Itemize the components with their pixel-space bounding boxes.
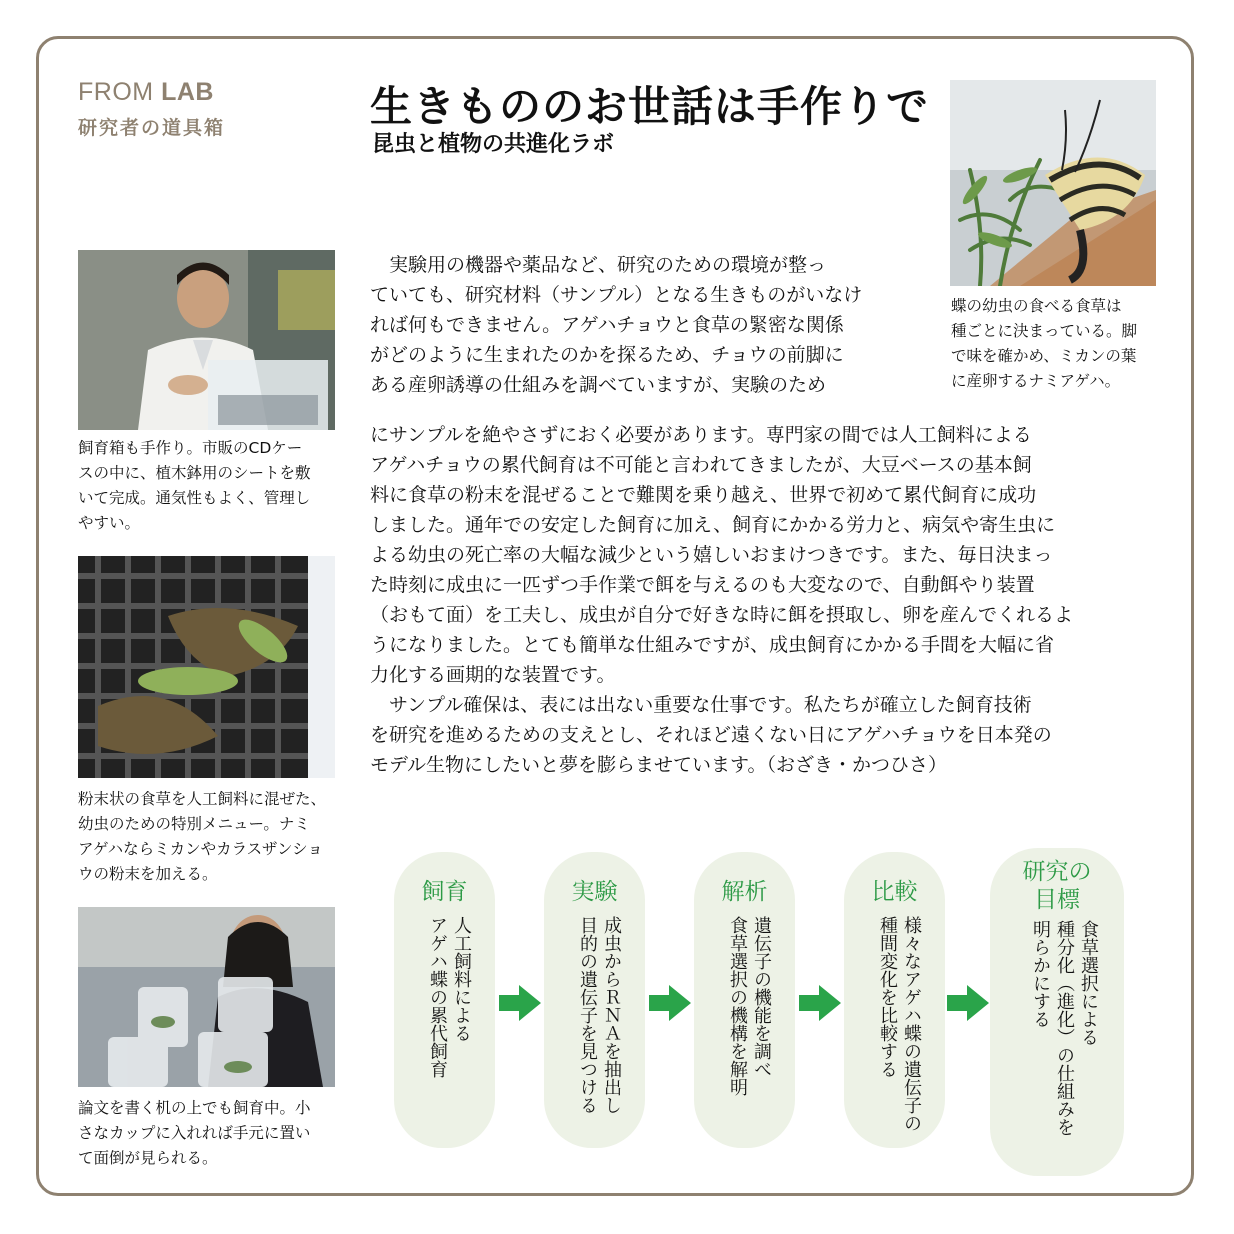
butterfly-photo <box>950 80 1156 286</box>
flow-step-2 <box>544 852 645 1148</box>
desk-photo <box>78 907 335 1087</box>
flow-goal-body: 食草選択による 種分化（進化）の仕組みを 明らかにする <box>1030 920 1099 1136</box>
flow-step-body: 人工飼料による アゲハ蝶の累代飼育 <box>427 916 472 1078</box>
article-paragraph-main: にサンプルを絶やさずにおく必要があります。専門家の間では人工飼料による アゲハチョウの累代飼育は不可能と言われてきましたが、大豆ベースの基本飼 料に食草の粉末を混ぜることで難関を乗り越え、世界で初めて累代飼育に成功 しました。通年での安定した飼育に加え、飼育にかかる労力と、病気や寄生虫に よる幼虫の死亡率の大幅な減少という嬉しいおまけつきです。また、毎日決まっ た時刻に成虫に一匹ずつ手作業で餌を与えるのも大変なので、自動餌やり装置 （おもて面）を工夫し、成虫が自分で好きな時に餌を摂取し、卵を産んでくれるよ うになりました。とても簡単な仕組みですが、成虫飼育にかかる手間を大幅に省 力化する画期的な装置です。 サンプル確保は、表には出ない重要な仕事です。私たちが確立した飼育技術 を研究を進めるための支えとし、それほど遠くない日にアゲハチョウを日本発の モデル生物にしたいと夢を膨らませています。（おざき・かつひさ） <box>370 424 1074 776</box>
flow-step-title: 実験 <box>571 879 618 905</box>
flow-step-body: 成虫からＲＮＡを抽出し 目的の遺伝子を見つける <box>577 916 622 1114</box>
flow-step-title: 比較 <box>871 879 918 905</box>
arrow-right-icon <box>499 985 541 1021</box>
article-paragraph-intro: 実験用の機器や薬品など、研究のための環境が整っ ていても、研究材料（サンプル）となる生きものがいなけ れば何もできません。アゲハチョウと食草の緊密な関係 がどのように生まれたのかを探るため、チョウの前脚に ある産卵誘導の仕組みを調べていますが、実験のため <box>370 254 863 396</box>
flow-step-title: 解析 <box>721 879 768 905</box>
flow-step-4 <box>844 852 945 1148</box>
section-label: 研究者の道具箱 <box>78 117 226 139</box>
flow-step-body: 様々なアゲハ蝶の遺伝子の 種間変化を比較する <box>877 916 922 1132</box>
page-subtitle: 昆虫と植物の共進化ラボ <box>372 132 615 157</box>
caterpillar-photo <box>78 556 335 778</box>
page-title: 生きもののお世話は手作りで <box>370 82 930 131</box>
flow-step-body: 遺伝子の機能を調べ 食草選択の機構を解明 <box>727 916 772 1096</box>
caterpillar-caption: 粉末状の食草を人工飼料に混ぜた、 幼虫のための特別メニュー。ナミ アゲハならミカンやカラスザンショ ウの粉末を加える。 <box>78 790 327 883</box>
arrow-right-icon <box>947 985 989 1021</box>
arrow-right-icon <box>799 985 841 1021</box>
researcher-photo <box>78 250 335 430</box>
flow-goal <box>990 848 1124 1176</box>
researcher-caption: 飼育箱も手作り。市販のCDケー スの中に、植木鉢用のシートを敷 いて完成。通気性もよく、管理し やすい。 <box>78 439 311 532</box>
desk-caption: 論文を書く机の上でも飼育中。小 さなカップに入れれば手元に置い て面倒が見られる。 <box>78 1099 311 1167</box>
flow-step-3 <box>694 852 795 1148</box>
arrow-right-icon <box>649 985 691 1021</box>
flow-step-title: 飼育 <box>421 879 468 905</box>
butterfly-caption: 蝶の幼虫の食べる食草は 種ごとに決まっている。脚 で味を確かめ、ミカンの葉 に産卵するナミアゲハ。 <box>951 297 1138 390</box>
flow-step-1 <box>394 852 495 1148</box>
flow-goal-title: 研究の 目標 <box>1022 859 1092 913</box>
from-lab-label: FROM LAB <box>78 78 214 106</box>
